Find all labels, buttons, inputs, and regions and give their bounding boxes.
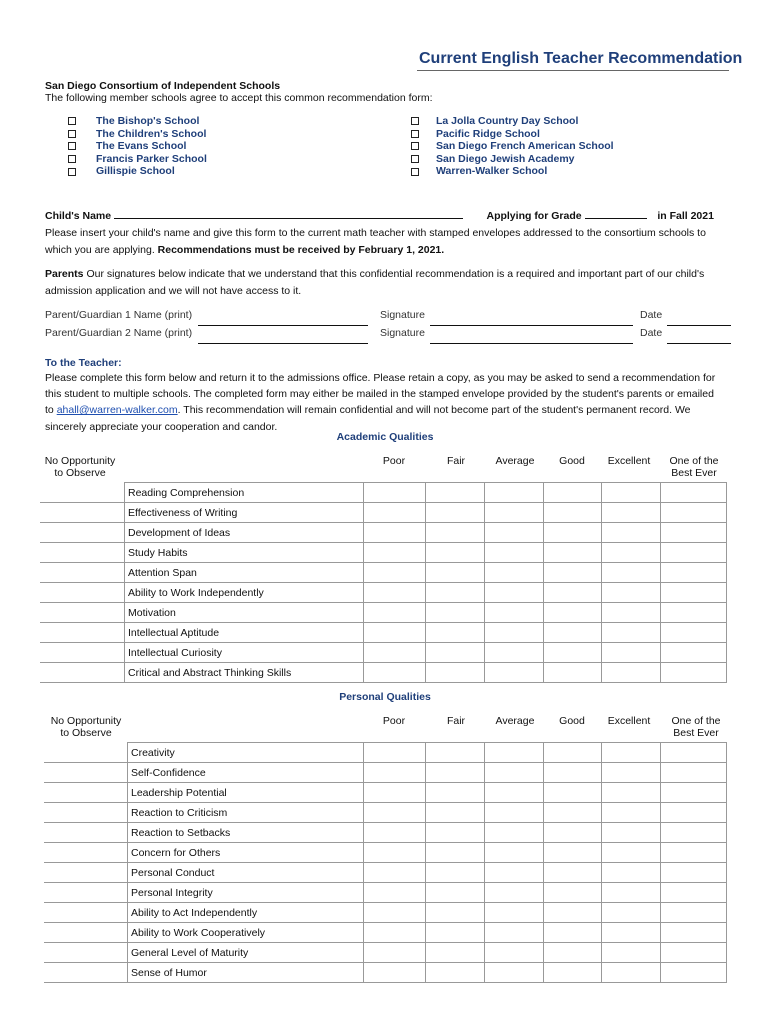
col-average: Average (495, 715, 535, 727)
col-poor: Poor (382, 715, 406, 727)
rating-cell[interactable] (485, 903, 544, 923)
rating-row (125, 663, 727, 683)
rating-cell[interactable] (661, 903, 727, 923)
quality-label: Critical and Abstract Thinking Skills (125, 663, 364, 683)
rating-cell[interactable] (364, 883, 426, 903)
quality-label: Personal Conduct (128, 863, 364, 883)
rating-cell[interactable] (364, 863, 426, 883)
no-opportunity-field[interactable] (44, 982, 127, 983)
rating-row (128, 783, 727, 803)
rating-cell[interactable] (364, 963, 426, 983)
school-label: Warren-Walker School (436, 165, 548, 178)
rating-cell[interactable] (485, 763, 544, 783)
checkbox[interactable] (68, 117, 76, 125)
no-opportunity-field[interactable] (40, 662, 124, 663)
rating-cell[interactable] (661, 483, 727, 503)
school-item[interactable] (45, 128, 207, 141)
rating-cell[interactable] (485, 643, 544, 663)
checkbox[interactable] (411, 130, 419, 138)
rating-cell[interactable] (602, 783, 661, 803)
rating-cell[interactable] (661, 663, 727, 683)
rating-row (128, 963, 727, 983)
rating-cell[interactable] (426, 883, 485, 903)
rating-row (125, 623, 727, 643)
no-opportunity-field[interactable] (44, 762, 127, 763)
col-good: Good (559, 715, 585, 727)
rating-cell[interactable] (485, 543, 544, 563)
rating-cell[interactable] (364, 943, 426, 963)
rating-cell[interactable] (426, 903, 485, 923)
rating-cell[interactable] (602, 943, 661, 963)
school-item[interactable] (411, 140, 614, 153)
instruction-text: Please insert your child's name and give this form to the current math teacher with stamped envelopes addressed to the consortium schools to which you are applying. (45, 227, 706, 256)
no-opportunity-field[interactable] (40, 522, 124, 523)
rating-cell[interactable] (364, 543, 426, 563)
rating-cell[interactable] (485, 843, 544, 863)
checkbox[interactable] (411, 117, 419, 125)
fall-label: in Fall 2021 (657, 210, 714, 222)
school-label: Pacific Ridge School (436, 127, 540, 140)
rating-cell[interactable] (544, 803, 602, 823)
quality-label: Effectiveness of Writing (125, 503, 364, 523)
rating-cell[interactable] (661, 603, 727, 623)
rating-cell[interactable] (544, 743, 602, 763)
rating-cell[interactable] (661, 763, 727, 783)
rating-cell[interactable] (426, 943, 485, 963)
col-best-ever (660, 455, 728, 479)
parents-text: Our signatures below indicate that we understand that this confidential recommendation is a required and important part of our child's admission application and we will not have access to it. (45, 268, 705, 297)
rating-cell[interactable] (364, 743, 426, 763)
best-ever-line: One of the (669, 455, 719, 467)
no-opportunity-line: No Opportunity (44, 455, 116, 467)
school-label: San Diego French American School (436, 140, 614, 153)
rating-cell[interactable] (426, 823, 485, 843)
no-opportunity-field[interactable] (44, 922, 127, 923)
guardian1-date-field[interactable] (667, 325, 731, 326)
rating-cell[interactable] (661, 523, 727, 543)
no-opportunity-field[interactable] (40, 642, 124, 643)
checkbox[interactable] (411, 168, 419, 176)
rating-cell[interactable] (602, 743, 661, 763)
personal-title: Personal Qualities (339, 691, 431, 703)
rating-cell[interactable] (485, 523, 544, 543)
rating-cell[interactable] (602, 563, 661, 583)
rating-row (128, 883, 727, 903)
quality-label: Reaction to Criticism (128, 803, 364, 823)
academic-title: Academic Qualities (336, 431, 434, 443)
child-name-label: Child's Name (45, 210, 112, 222)
col-average: Average (495, 455, 535, 467)
no-opportunity-line: to Observe (60, 727, 112, 739)
quality-label: Personal Integrity (128, 883, 364, 903)
rating-cell[interactable] (544, 603, 602, 623)
teacher-text-after: . This recommendation will remain confidential and will not become part of the student's permanent record. We sincerely appreciate your cooperation and candor. (45, 404, 691, 433)
rating-cell[interactable] (364, 643, 426, 663)
rating-cell[interactable] (426, 523, 485, 543)
school-item[interactable] (45, 140, 207, 153)
rating-cell[interactable] (364, 523, 426, 543)
rating-cell[interactable] (485, 943, 544, 963)
rating-cell[interactable] (364, 803, 426, 823)
rating-cell[interactable] (602, 603, 661, 623)
col-best-ever (662, 715, 730, 739)
rating-row (125, 523, 727, 543)
no-opportunity-field[interactable] (44, 782, 127, 783)
grade-label: Applying for Grade (486, 210, 582, 222)
rating-cell[interactable] (364, 663, 426, 683)
rating-row (125, 503, 727, 523)
rating-cell[interactable] (364, 903, 426, 923)
rating-cell[interactable] (602, 643, 661, 663)
rating-cell[interactable] (364, 823, 426, 843)
rating-cell[interactable] (426, 763, 485, 783)
rating-cell[interactable] (544, 843, 602, 863)
rating-cell[interactable] (661, 583, 727, 603)
academic-no-opportunity-header (30, 455, 130, 479)
quality-label: Motivation (125, 603, 364, 623)
rating-cell[interactable] (544, 543, 602, 563)
rating-cell[interactable] (602, 883, 661, 903)
rating-cell[interactable] (426, 623, 485, 643)
parents-statement (45, 266, 725, 300)
rating-cell[interactable] (544, 943, 602, 963)
checkbox[interactable] (68, 142, 76, 150)
rating-cell[interactable] (364, 923, 426, 943)
no-opportunity-field[interactable] (40, 582, 124, 583)
guardian1-signature-field[interactable] (430, 325, 633, 326)
rating-cell[interactable] (661, 503, 727, 523)
rating-cell[interactable] (485, 963, 544, 983)
quality-label: Ability to Work Independently (125, 583, 364, 603)
rating-cell[interactable] (485, 783, 544, 803)
guardian2-date-field[interactable] (667, 343, 731, 344)
rating-cell[interactable] (661, 883, 727, 903)
checkbox[interactable] (411, 142, 419, 150)
school-label: The Evans School (96, 140, 187, 153)
schools-left-list (45, 115, 207, 178)
school-label: La Jolla Country Day School (436, 115, 579, 127)
title-rule (417, 70, 729, 71)
col-poor: Poor (382, 455, 406, 467)
child-name-field[interactable] (114, 218, 463, 219)
rating-cell[interactable] (426, 583, 485, 603)
teacher-instructions (45, 370, 725, 435)
rating-row (128, 863, 727, 883)
rating-cell[interactable] (602, 823, 661, 843)
rating-cell[interactable] (544, 823, 602, 843)
col-good: Good (559, 455, 585, 467)
no-opportunity-field[interactable] (40, 622, 124, 623)
rating-cell[interactable] (364, 623, 426, 643)
best-ever-line: One of the (671, 715, 721, 727)
rating-cell[interactable] (602, 923, 661, 943)
rating-cell[interactable] (661, 923, 727, 943)
rating-cell[interactable] (602, 523, 661, 543)
parents-label: Parents (45, 268, 84, 280)
rating-cell[interactable] (661, 643, 727, 663)
school-item[interactable] (411, 128, 614, 141)
teacher-heading: To the Teacher: (45, 357, 122, 369)
rating-cell[interactable] (544, 903, 602, 923)
rating-cell[interactable] (544, 783, 602, 803)
checkbox[interactable] (411, 155, 419, 163)
school-item[interactable] (411, 115, 614, 128)
quality-label: Reaction to Setbacks (128, 823, 364, 843)
rating-cell[interactable] (602, 623, 661, 643)
guardian2-signature-label: Signature (380, 327, 425, 339)
guardian2-date-label: Date (640, 327, 663, 339)
grade-field[interactable] (585, 218, 647, 219)
rating-cell[interactable] (426, 803, 485, 823)
rating-cell[interactable] (485, 663, 544, 683)
school-label: The Children's School (96, 127, 207, 140)
rating-cell[interactable] (364, 563, 426, 583)
rating-row (125, 643, 727, 663)
no-opportunity-field[interactable] (44, 882, 127, 883)
teacher-text-before: Please complete this form below and return it to the admissions office. Please retain a copy, as you may be asked to send a recommendation for this student to multiple schools. The completed form may either be mailed in the stamped envelope provided by the student's parents or emailed to (45, 372, 716, 417)
rating-cell[interactable] (426, 503, 485, 523)
rating-cell[interactable] (661, 623, 727, 643)
col-fair: Fair (446, 715, 466, 727)
school-label: The Bishop's School (96, 115, 200, 127)
guardian1-signature-label: Signature (380, 309, 425, 321)
rating-cell[interactable] (544, 863, 602, 883)
child-instruction (45, 225, 725, 259)
no-opportunity-field[interactable] (40, 502, 124, 503)
rating-cell[interactable] (426, 783, 485, 803)
quality-label: Study Habits (125, 543, 364, 563)
no-opportunity-field[interactable] (40, 602, 124, 603)
rating-cell[interactable] (426, 923, 485, 943)
guardian1-name-field[interactable] (198, 325, 368, 326)
rating-row (125, 603, 727, 623)
no-opportunity-field[interactable] (40, 562, 124, 563)
rating-cell[interactable] (661, 943, 727, 963)
rating-row (125, 563, 727, 583)
no-opportunity-line: No Opportunity (50, 715, 122, 727)
rating-row (128, 743, 727, 763)
rating-cell[interactable] (661, 803, 727, 823)
quality-label: General Level of Maturity (128, 943, 364, 963)
checkbox[interactable] (68, 168, 76, 176)
rating-cell[interactable] (364, 503, 426, 523)
rating-cell[interactable] (661, 543, 727, 563)
no-opportunity-field[interactable] (44, 962, 127, 963)
guardian2-signature-field[interactable] (430, 343, 633, 344)
rating-row (128, 763, 727, 783)
col-fair: Fair (446, 455, 466, 467)
school-label: Gillispie School (96, 165, 175, 178)
personal-rating-table (127, 742, 727, 983)
rating-cell[interactable] (661, 783, 727, 803)
rating-cell[interactable] (485, 483, 544, 503)
rating-cell[interactable] (544, 623, 602, 643)
no-opportunity-field[interactable] (44, 842, 127, 843)
no-opportunity-field[interactable] (44, 862, 127, 863)
rating-row (128, 943, 727, 963)
rating-cell[interactable] (602, 503, 661, 523)
rating-cell[interactable] (544, 483, 602, 503)
rating-cell[interactable] (602, 863, 661, 883)
quality-label: Ability to Work Cooperatively (128, 923, 364, 943)
col-excellent: Excellent (607, 715, 651, 727)
rating-cell[interactable] (364, 603, 426, 623)
quality-label: Intellectual Curiosity (125, 643, 364, 663)
no-opportunity-field[interactable] (44, 802, 127, 803)
consortium-intro: The following member schools agree to accept this common recommendation form: (45, 92, 433, 104)
rating-cell[interactable] (485, 923, 544, 943)
rating-cell[interactable] (602, 543, 661, 563)
rating-cell[interactable] (602, 663, 661, 683)
rating-cell[interactable] (544, 523, 602, 543)
quality-label: Self-Confidence (128, 763, 364, 783)
rating-cell[interactable] (544, 503, 602, 523)
quality-label: Sense of Humor (128, 963, 364, 983)
rating-cell[interactable] (544, 563, 602, 583)
rating-cell[interactable] (485, 863, 544, 883)
quality-label: Ability to Act Independently (128, 903, 364, 923)
email-link[interactable]: ahall@warren-walker.com (56, 404, 178, 417)
rating-cell[interactable] (661, 563, 727, 583)
school-label: Francis Parker School (96, 152, 207, 165)
rating-cell[interactable] (485, 623, 544, 643)
rating-cell[interactable] (364, 843, 426, 863)
rating-cell[interactable] (485, 823, 544, 843)
personal-no-opportunity-header (36, 715, 136, 739)
rating-cell[interactable] (544, 663, 602, 683)
rating-cell[interactable] (485, 583, 544, 603)
no-opportunity-field[interactable] (44, 822, 127, 823)
rating-row (128, 923, 727, 943)
rating-cell[interactable] (485, 503, 544, 523)
rating-cell[interactable] (661, 963, 727, 983)
rating-cell[interactable] (661, 863, 727, 883)
rating-cell[interactable] (426, 643, 485, 663)
rating-cell[interactable] (426, 483, 485, 503)
rating-cell[interactable] (602, 583, 661, 603)
best-ever-line: Best Ever (671, 467, 717, 479)
rating-cell[interactable] (544, 923, 602, 943)
school-item[interactable] (45, 165, 207, 178)
guardian1-label: Parent/Guardian 1 Name (print) (45, 309, 193, 321)
rating-cell[interactable] (485, 563, 544, 583)
quality-label: Leadership Potential (128, 783, 364, 803)
child-name-row (45, 210, 714, 222)
rating-cell[interactable] (426, 743, 485, 763)
rating-row (125, 543, 727, 563)
guardian2-name-field[interactable] (198, 343, 368, 344)
school-item[interactable] (411, 165, 614, 178)
rating-row (128, 823, 727, 843)
checkbox[interactable] (68, 130, 76, 138)
rating-cell[interactable] (544, 583, 602, 603)
no-opportunity-line: to Observe (54, 467, 106, 479)
school-item[interactable] (45, 153, 207, 166)
rating-cell[interactable] (426, 863, 485, 883)
checkbox[interactable] (68, 155, 76, 163)
rating-cell[interactable] (426, 963, 485, 983)
rating-row (128, 803, 727, 823)
deadline-text: Recommendations must be received by February 1, 2021. (157, 244, 445, 256)
no-opportunity-field[interactable] (40, 682, 124, 683)
rating-cell[interactable] (364, 583, 426, 603)
rating-cell[interactable] (426, 663, 485, 683)
rating-cell[interactable] (602, 963, 661, 983)
rating-cell[interactable] (602, 903, 661, 923)
rating-cell[interactable] (661, 743, 727, 763)
col-excellent: Excellent (607, 455, 651, 467)
best-ever-line: Best Ever (673, 727, 719, 739)
no-opportunity-field[interactable] (40, 542, 124, 543)
rating-cell[interactable] (426, 843, 485, 863)
rating-cell[interactable] (602, 763, 661, 783)
rating-row (128, 843, 727, 863)
guardian1-date-label: Date (640, 309, 663, 321)
rating-cell[interactable] (426, 543, 485, 563)
quality-label: Reading Comprehension (125, 483, 364, 503)
no-opportunity-field[interactable] (44, 902, 127, 903)
rating-cell[interactable] (485, 803, 544, 823)
rating-cell[interactable] (544, 963, 602, 983)
rating-cell[interactable] (485, 603, 544, 623)
rating-cell[interactable] (364, 763, 426, 783)
rating-cell[interactable] (544, 643, 602, 663)
school-item[interactable] (45, 115, 207, 128)
quality-label: Concern for Others (128, 843, 364, 863)
schools-right-list (411, 115, 614, 178)
quality-label: Attention Span (125, 563, 364, 583)
quality-label: Creativity (128, 743, 364, 763)
rating-cell[interactable] (602, 803, 661, 823)
rating-cell[interactable] (661, 843, 727, 863)
rating-cell[interactable] (364, 483, 426, 503)
rating-cell[interactable] (426, 563, 485, 583)
academic-rating-table (124, 482, 727, 683)
rating-row (125, 483, 727, 503)
rating-cell[interactable] (544, 883, 602, 903)
school-item[interactable] (411, 153, 614, 166)
page-title: Current English Teacher Recommendation (419, 50, 743, 67)
rating-cell[interactable] (426, 603, 485, 623)
rating-cell[interactable] (602, 483, 661, 503)
school-label: San Diego Jewish Academy (436, 152, 575, 165)
quality-label: Intellectual Aptitude (125, 623, 364, 643)
rating-cell[interactable] (485, 743, 544, 763)
rating-cell[interactable] (364, 783, 426, 803)
rating-cell[interactable] (602, 843, 661, 863)
rating-cell[interactable] (544, 763, 602, 783)
quality-label: Development of Ideas (125, 523, 364, 543)
rating-cell[interactable] (485, 883, 544, 903)
consortium-name: San Diego Consortium of Independent Schools (45, 80, 281, 92)
rating-cell[interactable] (661, 823, 727, 843)
no-opportunity-field[interactable] (44, 942, 127, 943)
guardian2-label: Parent/Guardian 2 Name (print) (45, 327, 193, 339)
rating-row (128, 903, 727, 923)
rating-row (125, 583, 727, 603)
